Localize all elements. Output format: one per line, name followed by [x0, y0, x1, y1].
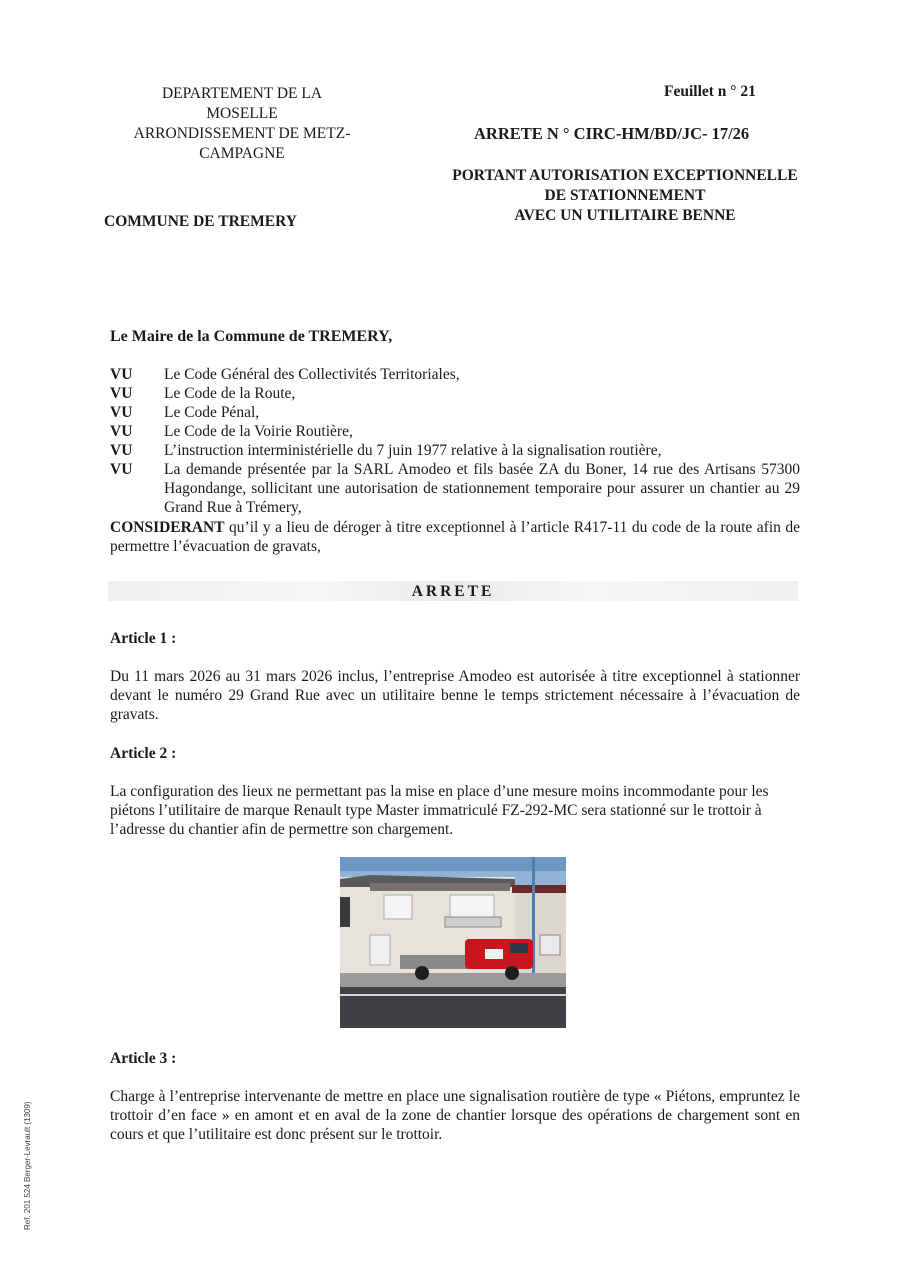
vu-item [110, 403, 800, 422]
considerant-key: CONSIDERANT [110, 519, 225, 536]
arrete-number: ARRETE N ° CIRC-HM/BD/JC- 17/26 [474, 124, 750, 143]
site-photo-illustration [340, 857, 566, 1028]
commune-title: COMMUNE DE TREMERY [104, 213, 297, 230]
article-2-text: La configuration des lieux ne permettant pas la mise en place d’une mesure moins incommodante pour les piétons l’utilitaire de marque Renault type Master immatriculé FZ-292-MC sera stationné sur le trottoir à l’adresse du chantier afin de permettre son chargement. [110, 783, 769, 838]
department-block [100, 84, 384, 164]
balcony [445, 917, 501, 927]
article-1-text: Du 11 mars 2026 au 31 mars 2026 inclus, l’entreprise Amodeo est autorisée à titre exceptionnel à stationner devant le numéro 29 Grand Rue avec un utilitaire benne le temps strictement nécessaire à l’évacuation de gravats. [110, 668, 800, 723]
neighbor-roof [512, 885, 566, 893]
vu-text: Le Code de la Route, [164, 385, 296, 402]
arrete-heading: ARRETE [411, 583, 495, 600]
window-dark [340, 897, 350, 927]
truck-wheel [415, 966, 429, 980]
article-2-title: Article 2 : [110, 745, 177, 762]
road-line [340, 994, 566, 996]
vu-key: VU [110, 442, 133, 459]
department-line: DEPARTEMENT DE LA [161, 85, 323, 102]
door-window [370, 935, 390, 965]
vu-item [110, 460, 800, 517]
truck-windshield [510, 943, 528, 953]
department-line: MOSELLE [206, 105, 278, 122]
vu-key: VU [110, 461, 133, 478]
considerant-paragraph [110, 518, 800, 556]
arrondissement-line: CAMPAGNE [199, 145, 285, 162]
article-3-text: Charge à l’entreprise intervenante de mettre en place une signalisation routière de type « Piétons, empruntez le trottoir d’en face » en amont et en aval de la zone de chantier lorsque des opérations de chargement sont en cours et que l’utilitaire est donc présent sur le trottoir. [110, 1088, 800, 1143]
vu-item [110, 365, 800, 384]
road [340, 987, 566, 1028]
vu-key: VU [110, 385, 133, 402]
vu-text: Le Code Général des Collectivités Territoriales, [164, 366, 460, 383]
site-photo [340, 857, 566, 1028]
sheet-number: Feuillet n ° 21 [664, 83, 756, 100]
article-3-title: Article 3 : [110, 1050, 177, 1067]
vu-item [110, 422, 800, 441]
truck-bed [400, 955, 470, 969]
subject-line: AVEC UN UTILITAIRE BENNE [514, 207, 736, 224]
vu-key: VU [110, 366, 133, 383]
mayor-heading: Le Maire de la Commune de TREMERY, [110, 328, 393, 345]
arrete-subject [440, 166, 810, 226]
arrondissement-line: ARRONDISSEMENT DE METZ- [133, 125, 351, 142]
neighbor-window [540, 935, 560, 955]
window [384, 895, 412, 919]
roof-edge [370, 883, 510, 891]
sidewalk [340, 973, 566, 987]
vu-text: La demande présentée par la SARL Amodeo et fils basée ZA du Boner, 14 rue des Artisans 57300 Hagondange, sollicitant une autorisation de stationnement temporaire pour assurer un chantier au 29 Grand Rue à Trémery, [164, 461, 800, 516]
truck-logo-panel [485, 949, 503, 959]
subject-line: PORTANT AUTORISATION EXCEPTIONNELLE [452, 167, 798, 184]
truck-wheel [505, 966, 519, 980]
vu-item [110, 441, 800, 460]
vu-text: L’instruction interministérielle du 7 juin 1977 relative à la signalisation routière, [164, 442, 662, 459]
printer-reference: Ref. 201 524 Berger-Levrault (1309) [23, 1101, 32, 1230]
vu-text: Le Code Pénal, [164, 404, 260, 421]
vu-item [110, 384, 800, 403]
subject-line: DE STATIONNEMENT [544, 187, 706, 204]
vu-text: Le Code de la Voirie Routière, [164, 423, 353, 440]
vu-list [110, 365, 800, 517]
considerant-text: qu’il y a lieu de déroger à titre exceptionnel à l’article R417-11 du code de la route afin de permettre l’évacuation de gravats, [110, 519, 800, 555]
vu-key: VU [110, 423, 133, 440]
article-1-title: Article 1 : [110, 630, 177, 647]
vu-key: VU [110, 404, 133, 421]
